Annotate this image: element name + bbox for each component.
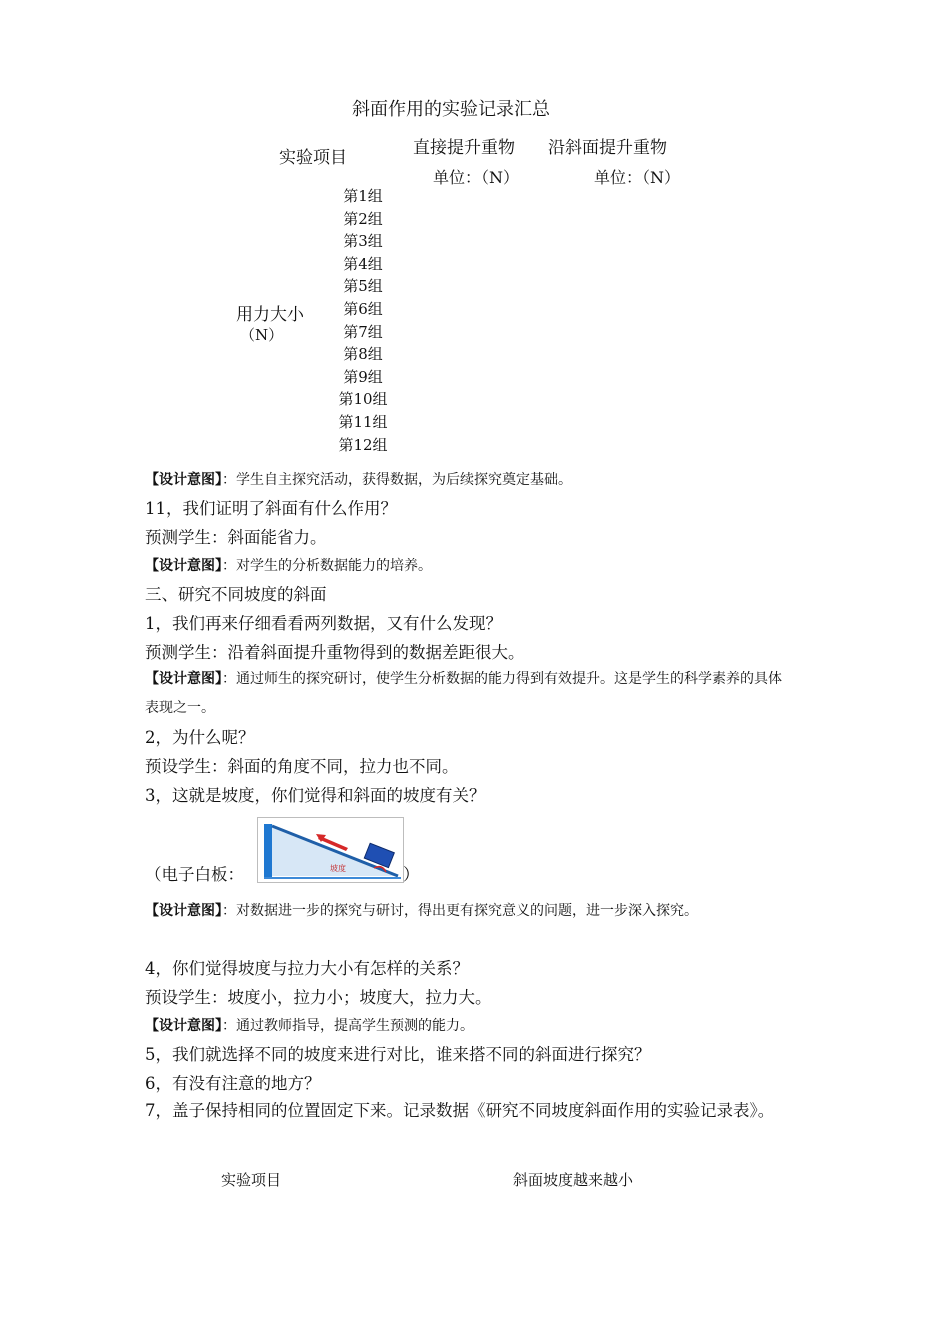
group-label: 第9组 [343, 367, 383, 386]
group-label: 第1组 [343, 187, 383, 205]
paragraph: 2，为什么呢？ [145, 728, 255, 747]
paragraph: 4，你们觉得坡度与拉力大小有怎样的关系？ [145, 959, 469, 978]
design-note [145, 897, 790, 926]
slope-figure [257, 817, 404, 883]
row-label-force: 用力大小 [236, 305, 304, 325]
paragraph: 预测学生：沿着斜面提升重物得到的数据差距很大。 [145, 643, 525, 662]
paragraph: 7，盖子保持相同的位置固定下来。记录数据《研究不同坡度斜面作用的实验记录表》。 [145, 1101, 775, 1120]
paragraph-prefix: （电子白板： [145, 865, 244, 884]
paragraph: 1，我们再来仔细看看两列数据，又有什么发现？ [145, 614, 502, 633]
section-heading: 三、研究不同坡度的斜面 [145, 585, 327, 604]
note-text: ：对学生的分析数据能力的培养。 [222, 558, 432, 574]
table2-col-item: 实验项目 [221, 1171, 282, 1189]
note-prefix: 【设计意图】 [145, 558, 222, 574]
paragraph: 预设学生：斜面的角度不同，拉力也不同。 [145, 757, 459, 776]
paragraph: 预测学生：斜面能省力。 [145, 528, 327, 547]
col-header-slope: 沿斜面提升重物 [548, 138, 667, 158]
paragraph: 11，我们证明了斜面有什么作用？ [145, 499, 397, 518]
col-header-item: 实验项目 [279, 148, 347, 168]
paragraph: 6，有没有注意的地方？ [145, 1074, 321, 1093]
design-note [145, 555, 432, 575]
paragraph-suffix: ） [403, 865, 420, 884]
group-label: 第3组 [343, 232, 383, 251]
paragraph: 3，这就是坡度，你们觉得和斜面的坡度有关？ [145, 786, 486, 805]
design-note [145, 1015, 474, 1035]
group-label: 第5组 [343, 277, 383, 296]
group-label: 第7组 [343, 322, 383, 341]
group-label: 第2组 [343, 209, 383, 228]
design-note [145, 469, 572, 489]
unit-direct: 单位：（N） [433, 168, 520, 187]
note-text: ：对数据进一步的探究与研讨，得出更有探究意义的问题，进一步深入探究。 [222, 903, 698, 919]
paragraph: 预设学生：坡度小，拉力小；坡度大，拉力大。 [145, 988, 492, 1007]
note-text: ：通过师生的探究研讨，使学生分析数据的能力得到有效提升。这是学生的科学素养的具体表现之一。 [145, 671, 782, 716]
note-prefix: 【设计意图】 [145, 671, 222, 687]
row-label-unit: （N） [240, 326, 284, 344]
table2-col-slope: 斜面坡度越来越小 [513, 1171, 634, 1189]
group-label: 第12组 [338, 435, 388, 454]
group-label: 第4组 [343, 254, 383, 273]
note-prefix: 【设计意图】 [145, 903, 222, 919]
incline-image [258, 818, 403, 882]
figure-label: 坡度 [330, 864, 346, 873]
paragraph: 5，我们就选择不同的坡度来进行对比，谁来搭不同的斜面进行探究？ [145, 1045, 651, 1064]
unit-slope: 单位：（N） [594, 168, 681, 187]
note-text: ：通过教师指导，提高学生预测的能力。 [222, 1018, 474, 1034]
group-label: 第11组 [338, 412, 388, 431]
note-prefix: 【设计意图】 [145, 1018, 222, 1034]
design-note [145, 665, 790, 723]
support-post [264, 824, 272, 878]
note-prefix: 【设计意图】 [145, 472, 222, 488]
page-title: 斜面作用的实验记录汇总 [352, 99, 550, 120]
group-label: 第6组 [343, 299, 383, 318]
group-label: 第8组 [343, 345, 383, 364]
note-text: ：学生自主探究活动，获得数据，为后续探究奠定基础。 [222, 472, 572, 488]
col-header-direct: 直接提升重物 [413, 138, 515, 158]
group-list [318, 185, 408, 456]
group-label: 第10组 [338, 390, 388, 409]
